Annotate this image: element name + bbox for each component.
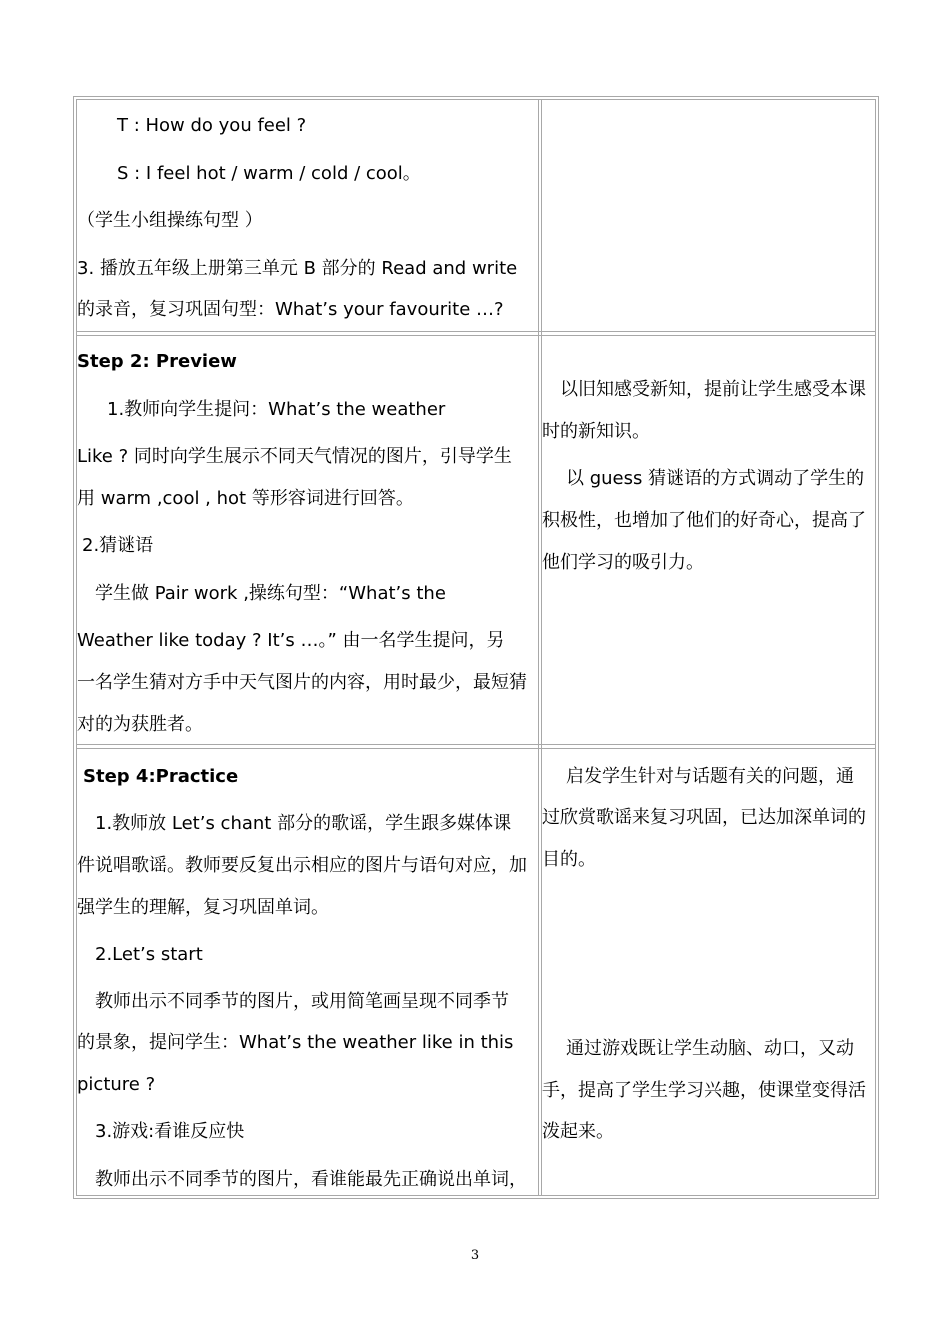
paragraph-line: 学生做 Pair work ,操练句型：“What’s the	[95, 583, 446, 604]
paragraph-line: 强学生的理解，复习巩固单词。	[77, 897, 329, 918]
paragraph-line: 一名学生猜对方手中天气图片的内容，用时最少，最短猜	[77, 672, 527, 693]
paragraph-line: 件说唱歌谣。教师要反复出示相应的图片与语句对应，加	[77, 855, 527, 876]
row-divider	[76, 335, 876, 336]
column-divider	[538, 99, 539, 1196]
instruction-note: （学生小组操练句型 ）	[77, 210, 263, 231]
design-note-line: 过欣赏歌谣来复习巩固，已达加深单词的	[542, 807, 866, 828]
paragraph-line: Weather like today ? It’s …。” 由一名学生提问，另	[77, 630, 505, 651]
paragraph-line: 用 warm ,cool , hot 等形容词进行回答。	[77, 488, 414, 509]
page-number: 3	[470, 1248, 480, 1263]
paragraph-line: 的景象，提问学生：What’s the weather like in this	[77, 1032, 514, 1053]
design-note-line: 以 guess 猜谜语的方式调动了学生的	[566, 468, 865, 489]
design-note-line: 以旧知感受新知，提前让学生感受本课	[560, 379, 866, 400]
dialogue-line: T : How do you feel ?	[117, 115, 307, 136]
step-heading: Step 4:Practice	[83, 766, 239, 787]
design-note-line: 他们学习的吸引力。	[542, 552, 704, 573]
row-divider	[76, 748, 876, 749]
dialogue-line: S : I feel hot / warm / cold / cool。	[117, 163, 421, 184]
design-note-line: 目的。	[542, 849, 596, 870]
sub-heading: 2.猜谜语	[82, 535, 154, 556]
paragraph-line: 1.教师放 Let’s chant 部分的歌谣，学生跟多媒体课	[95, 813, 512, 834]
row-divider	[76, 331, 876, 332]
design-note-line: 时的新知识。	[542, 421, 650, 442]
step-heading: Step 2: Preview	[77, 351, 237, 372]
design-note-line: 通过游戏既让学生动脑、动口，又动	[566, 1038, 854, 1059]
design-note-line: 启发学生针对与话题有关的问题，通	[566, 766, 854, 787]
sub-heading: 3.游戏:看谁反应快	[95, 1121, 245, 1142]
design-note-line: 手，提高了学生学习兴趣，使课堂变得活	[542, 1080, 866, 1101]
sub-heading: 2.Let’s start	[95, 944, 203, 965]
design-note-line: 积极性，也增加了他们的好奇心，提高了	[542, 510, 866, 531]
paragraph-line: picture ?	[77, 1074, 156, 1095]
paragraph-line: 的录音，复习巩固句型：What’s your favourite …?	[77, 299, 504, 320]
paragraph-line: 对的为获胜者。	[77, 714, 203, 735]
row-divider	[76, 744, 876, 745]
paragraph-line: 1.教师向学生提问：What’s the weather	[107, 399, 446, 420]
design-note-line: 泼起来。	[542, 1121, 614, 1142]
paragraph-line: 教师出示不同季节的图片，或用简笔画呈现不同季节	[95, 991, 509, 1012]
paragraph-line: Like ? 同时向学生展示不同天气情况的图片，引导学生	[77, 446, 512, 467]
paragraph-line: 3. 播放五年级上册第三单元 B 部分的 Read and write	[77, 258, 518, 279]
column-divider	[541, 99, 542, 1196]
paragraph-line: 教师出示不同季节的图片，看谁能最先正确说出单词，	[95, 1169, 527, 1190]
